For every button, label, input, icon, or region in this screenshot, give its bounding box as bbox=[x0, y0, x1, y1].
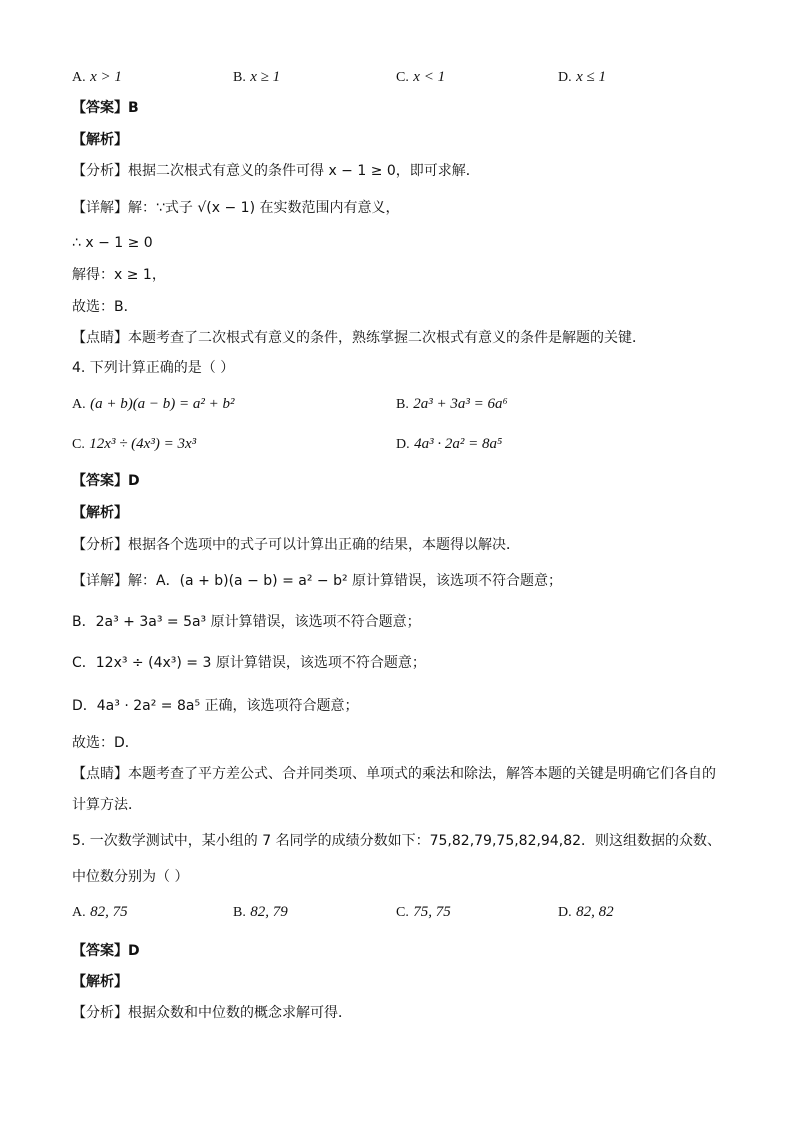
q4-option-d bbox=[396, 434, 502, 455]
option-letter: D. bbox=[558, 905, 572, 920]
q3-xiangjie: 【详解】解：∵式子 √(x − 1) 在实数范围内有意义， bbox=[72, 200, 400, 216]
q5-option-a bbox=[72, 902, 128, 923]
q3-dianjing: 【点睛】本题考查了二次根式有意义的条件，熟练掌握二次根式有意义的条件是解题的关键． bbox=[72, 330, 646, 346]
q5-answer: 【答案】D bbox=[72, 943, 140, 959]
q4-answer: 【答案】D bbox=[72, 473, 140, 489]
q4-dianjing-2: 计算方法． bbox=[72, 797, 142, 813]
q4-analysis-head: 【解析】 bbox=[72, 505, 128, 521]
q4-option-b-check: B．2a³ + 3a³ = 5a³ 原计算错误，该选项不符合题意； bbox=[72, 614, 421, 630]
option-letter: B. bbox=[233, 905, 246, 920]
q3-answer: 【答案】B bbox=[72, 100, 139, 116]
q4-option-c-check: C．12x³ ÷ (4x³) = 3 原计算错误，该选项不符合题意； bbox=[72, 655, 426, 671]
option-letter: B. bbox=[233, 70, 246, 85]
option-letter: A. bbox=[72, 905, 86, 920]
q3-step2: 解得：x ≥ 1， bbox=[72, 267, 166, 283]
option-letter: A. bbox=[72, 397, 86, 412]
q3-option-c bbox=[396, 67, 445, 88]
q4-option-d-check: D．4a³ · 2a² = 8a⁵ 正确，该选项符合题意； bbox=[72, 698, 359, 714]
option-math: 82, 82 bbox=[576, 904, 614, 920]
q4-option-c bbox=[72, 434, 196, 455]
q5-stem-1: 5. 一次数学测试中，某小组的 7 名同学的成绩分数如下：75,82,79,75,82,94,82．则这组数据的众数、 bbox=[72, 833, 722, 849]
q4-stem: 4. 下列计算正确的是（ ） bbox=[72, 360, 235, 376]
q3-option-b bbox=[233, 67, 280, 88]
q5-stem-2: 中位数分别为（ ） bbox=[72, 869, 189, 885]
option-math: 4a³ · 2a² = 8a⁵ bbox=[414, 436, 503, 452]
q4-option-a bbox=[72, 394, 235, 415]
q5-option-c bbox=[396, 902, 451, 923]
option-math: x ≤ 1 bbox=[576, 69, 606, 85]
option-math: 12x³ ÷ (4x³) = 3x³ bbox=[89, 436, 197, 452]
q5-option-b bbox=[233, 902, 288, 923]
option-math: 82, 75 bbox=[90, 904, 128, 920]
option-math: x ≥ 1 bbox=[250, 69, 281, 85]
q5-analysis-head: 【解析】 bbox=[72, 974, 128, 990]
option-letter: A. bbox=[72, 70, 86, 85]
q5-fenxi: 【分析】根据众数和中位数的概念求解可得． bbox=[72, 1005, 352, 1021]
q4-dianjing-1: 【点睛】本题考查了平方差公式、合并同类项、单项式的乘法和除法，解答本题的关键是明确它们各自的 bbox=[72, 766, 716, 782]
q3-step1: ∴ x − 1 ≥ 0 bbox=[72, 235, 153, 251]
q3-fenxi: 【分析】根据二次根式有意义的条件可得 x − 1 ≥ 0，即可求解． bbox=[72, 163, 480, 179]
option-math: 82, 79 bbox=[250, 904, 288, 920]
option-letter: C. bbox=[72, 437, 85, 452]
option-math: (a + b)(a − b) = a² + b² bbox=[90, 396, 235, 412]
q4-option-b bbox=[396, 394, 508, 415]
option-letter: D. bbox=[558, 70, 572, 85]
option-math: 75, 75 bbox=[413, 904, 451, 920]
option-letter: C. bbox=[396, 905, 409, 920]
option-math: 2a³ + 3a³ = 6a⁶ bbox=[413, 396, 508, 412]
q5-option-d bbox=[558, 902, 614, 923]
option-letter: C. bbox=[396, 70, 409, 85]
q3-choose: 故选：B． bbox=[72, 299, 138, 315]
option-letter: D. bbox=[396, 437, 410, 452]
option-math: x < 1 bbox=[413, 69, 446, 85]
q4-choose: 故选：D． bbox=[72, 735, 139, 751]
q3-analysis-head: 【解析】 bbox=[72, 132, 128, 148]
q4-xiangjie: 【详解】解：A．(a + b)(a − b) = a² − b² 原计算错误，该选项不符合题意； bbox=[72, 573, 563, 589]
option-letter: B. bbox=[396, 397, 409, 412]
q3-option-a bbox=[72, 67, 122, 88]
q3-option-d bbox=[558, 67, 606, 88]
option-math: x > 1 bbox=[90, 69, 122, 85]
q4-fenxi: 【分析】根据各个选项中的式子可以计算出正确的结果，本题得以解决． bbox=[72, 537, 520, 553]
